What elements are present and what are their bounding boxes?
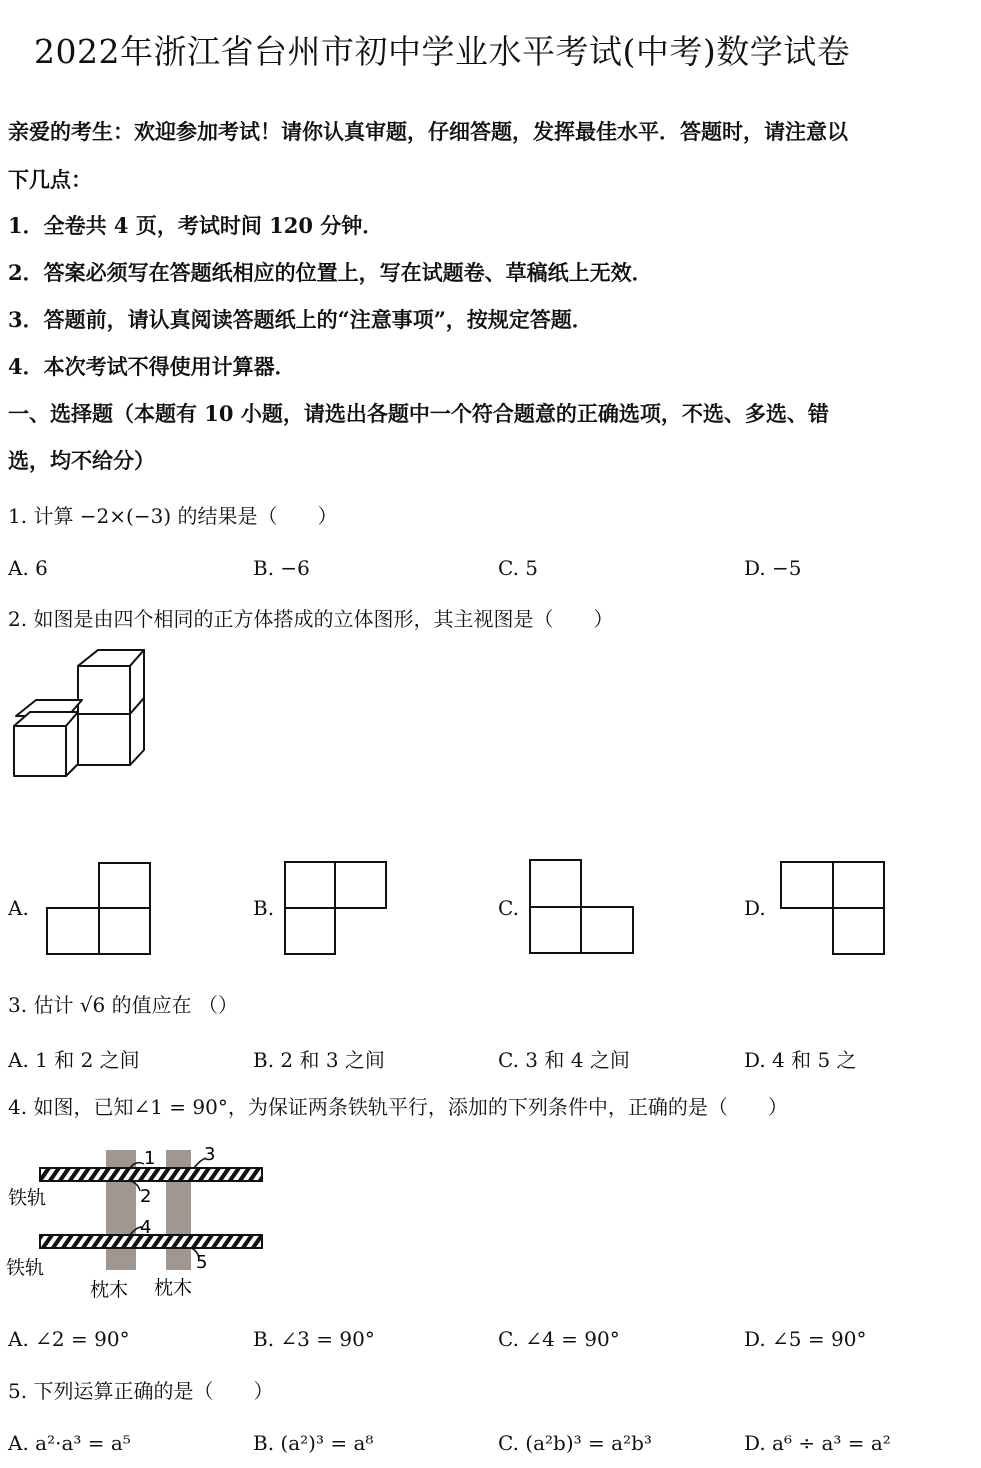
angle-label-5: 5 (196, 1252, 208, 1273)
question-2-option-d-label: D. (744, 896, 766, 920)
question-4-option-c: C. ∠4 = 90° (498, 1327, 620, 1351)
angle-label-2: 2 (140, 1186, 152, 1207)
cube-stack-figure (10, 646, 150, 781)
question-3-option-a: A. 1 和 2 之间 (8, 1048, 140, 1072)
angle-label-4: 4 (140, 1217, 152, 1238)
question-5-stem: 5. 下列运算正确的是（ ） (8, 1379, 274, 1403)
question-1-option-b: B. −6 (253, 556, 310, 580)
section-header-line-2: 选，均不给分） (8, 448, 155, 473)
question-3-option-c: C. 3 和 4 之间 (498, 1048, 630, 1072)
question-1-stem: 1. 计算 −2×(−3) 的结果是（ ） (8, 504, 338, 528)
question-3-option-b: B. 2 和 3 之间 (253, 1048, 385, 1072)
question-3-stem: 3. 估计 √6 的值应在 （） (8, 993, 238, 1017)
question-5-option-a: A. a²·a³ = a⁵ (8, 1431, 131, 1455)
question-5-option-b: B. (a²)³ = a⁸ (253, 1431, 374, 1455)
question-2-option-c-label: C. (498, 896, 519, 920)
question-2-option-a-label: A. (8, 896, 29, 920)
railway-figure (6, 1140, 268, 1302)
rail-label-bottom: 铁轨 (6, 1257, 45, 1279)
notice-line-1: 亲爱的考生：欢迎参加考试！请你认真审题，仔细答题，发挥最佳水平．答题时，请注意以 (8, 119, 848, 144)
question-4-stem: 4. 如图，已知∠1 = 90°，为保证两条铁轨平行，添加的下列条件中，正确的是（ ） (8, 1095, 788, 1119)
notice-item-1: 1．全卷共 4 页，考试时间 120 分钟． (8, 213, 384, 238)
question-3-option-d: D. 4 和 5 之 (744, 1048, 857, 1072)
question-4-option-b: B. ∠3 = 90° (253, 1327, 375, 1351)
question-4-option-d: D. ∠5 = 90° (744, 1327, 867, 1351)
question-2-stem: 2. 如图是由四个相同的正方体搭成的立体图形，其主视图是（ ） (8, 607, 614, 631)
section-header-line-1: 一、选择题（本题有 10 小题，请选出各题中一个符合题意的正确选项，不选、多选、错 (8, 401, 829, 426)
question-1-option-d: D. −5 (744, 556, 802, 580)
question-4-option-a: A. ∠2 = 90° (8, 1327, 130, 1351)
notice-item-3: 3．答题前，请认真阅读答题纸上的“注意事项”，按规定答题． (8, 307, 593, 332)
angle-label-1: 1 (144, 1148, 156, 1169)
question-5-option-d: D. a⁶ ÷ a³ = a² (744, 1431, 891, 1455)
sleeper-label-left: 枕木 (90, 1279, 129, 1301)
rail-label-top: 铁轨 (8, 1187, 47, 1209)
angle-label-3: 3 (204, 1144, 216, 1165)
question-1-option-a: A. 6 (8, 556, 48, 580)
notice-item-4: 4．本次考试不得使用计算器． (8, 354, 296, 379)
paper-title: 2022年浙江省台州市初中学业水平考试(中考)数学试卷 (34, 32, 851, 71)
question-5-option-c: C. (a²b)³ = a²b³ (498, 1431, 652, 1455)
notice-line-2: 下几点： (8, 167, 92, 192)
question-2-option-b-label: B. (253, 896, 275, 920)
question-1-option-c: C. 5 (498, 556, 539, 580)
notice-item-2: 2．答案必须写在答题纸相应的位置上，写在试题卷、草稿纸上无效． (8, 260, 653, 285)
sleeper-label-right: 枕木 (154, 1277, 193, 1299)
rail-top (40, 1168, 262, 1181)
